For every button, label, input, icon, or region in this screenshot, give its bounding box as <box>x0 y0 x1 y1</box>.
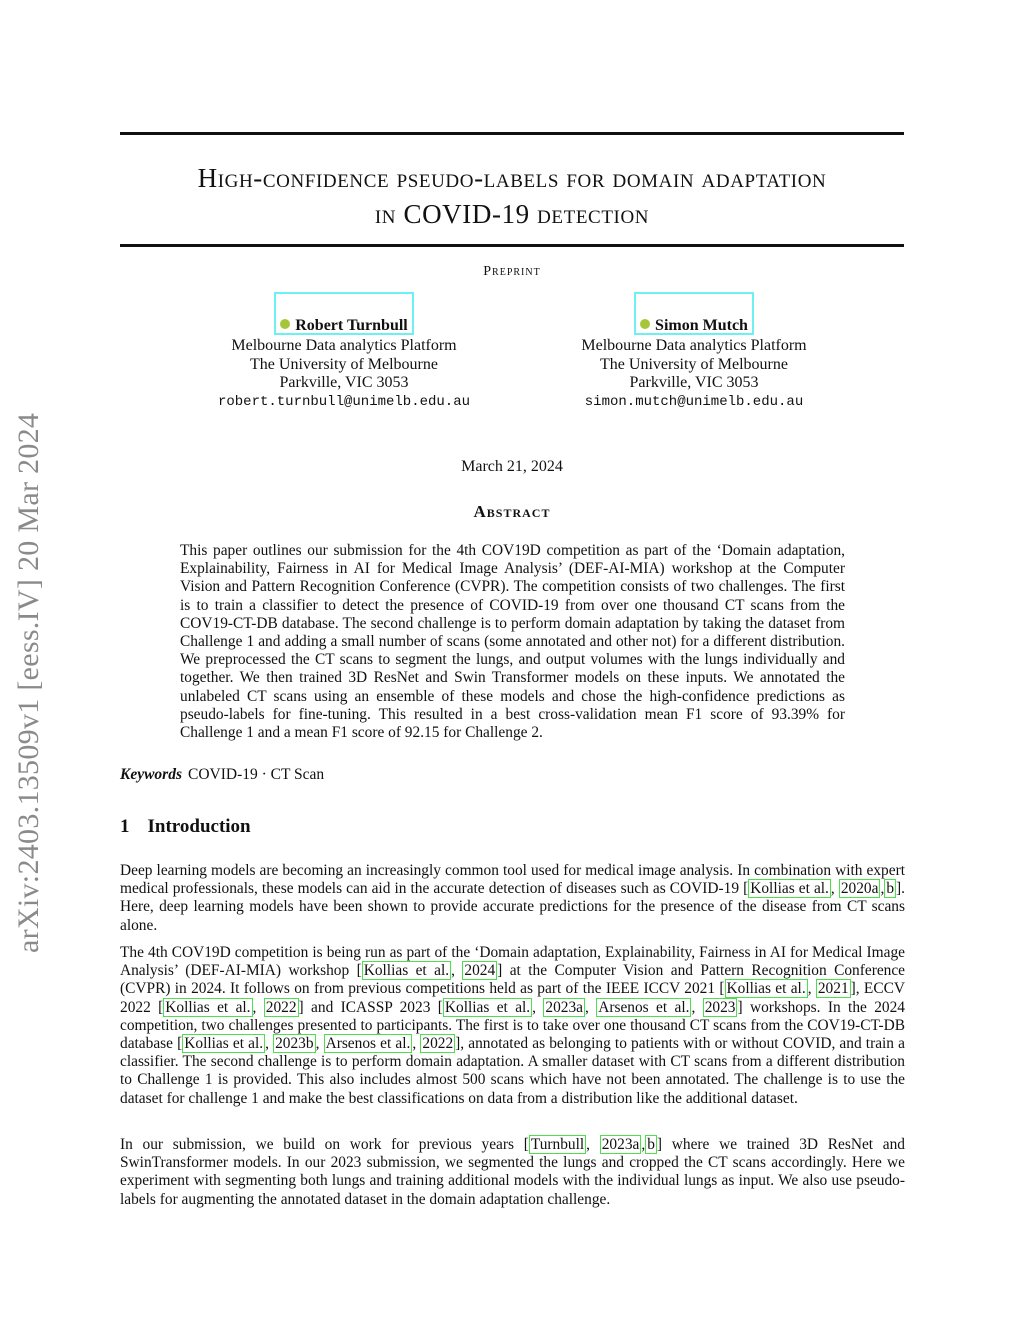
citation-link[interactable]: 2020a <box>840 880 879 898</box>
intro-paragraph-1 <box>120 862 905 935</box>
keywords-label: Keywords <box>120 766 182 783</box>
paper-title <box>120 160 904 232</box>
citation-link[interactable]: 2021 <box>817 980 849 998</box>
title-line-1: High-confidence pseudo-labels for domain adaptation <box>197 163 827 193</box>
abstract-text: This paper outlines our submission for the 4th COV19D competition as part of the ‘Domain adaptation, Explainability, Fairness in AI for Medical Image Analysis’ (DEF-AI-MIA) workshop at the Computer Vision and Pattern Recognition Conference (CVPR). The competition consists of two challenges. The first is to train a classifier to detect the presence of COVID-19 from over one thousand CT scans from the COV19-CT-DB database. The second challenge is to perform domain adaptation by taking the dataset from Challenge 1 and adding a small number of scans (some annotated and other not) for a different distribution. We preprocessed the CT scans to segment the lungs, and output volumes with the lungs individually and together. We then trained 3D ResNet and Swin Transformer models on these inputs. We annotated the unlabeled CT scans using an ensemble of these models and chose the high-confidence predictions as pseudo-labels for fine-tuning. This resulted in a best cross-validation mean F1 score of 93.39% for Challenge 1 and a mean F1 score of 92.15 for Challenge 2. <box>180 542 845 742</box>
title-rule-bottom <box>120 244 904 247</box>
citation-link[interactable]: 2023a <box>601 1136 640 1153</box>
paragraph-text: ], ECCV 2022 [ <box>120 980 905 1016</box>
citation-link[interactable]: Turnbull <box>530 1136 585 1153</box>
citation-link[interactable]: Kollias et al. <box>444 998 531 1016</box>
paragraph-text: , <box>830 880 839 898</box>
paragraph-text: ], annotated as belonging to patients with or without COVID, and train a classifier. The second challenge is to perform domain adaptation. A smaller dataset with CT scans from a different distribution to Challenge 1 is provided. This also includes almost 500 scans which have not been annotated. The challenge is to use the dataset for challenge 1 and make the best classifications on data from a distribution like the additional dataset. <box>120 1035 905 1107</box>
paragraph-text: , <box>880 880 885 898</box>
paragraph-text: , <box>807 980 816 998</box>
citation-link[interactable]: 2023b <box>275 1035 314 1053</box>
intro-paragraph-3 <box>120 1136 905 1209</box>
paragraph-text: ] workshops. In the 2024 competition, two challenges presented to participants. The first is to take over one thousand CT scans from the COV19-CT-DB database [ <box>120 998 906 1053</box>
author-affiliation: Melbourne Data analytics Platform <box>581 337 807 354</box>
paragraph-text: , <box>532 998 544 1016</box>
paragraph-text: ] at the Computer Vision and Pattern Recognition Conference (CVPR) in 2024. It follows on from previous competitions held as part of the IEEE ICCV 2021 [ <box>120 962 906 998</box>
citation-link[interactable]: Kollias et al. <box>184 1035 264 1053</box>
citation-link[interactable]: Kollias et al. <box>726 980 806 998</box>
paragraph-text: In our submission, we build on work for previous years [ <box>120 1136 529 1153</box>
citation-link[interactable]: 2023 <box>704 998 736 1016</box>
citation-link[interactable]: Arsenos et al. <box>325 1035 411 1053</box>
section-title: Introduction <box>147 816 251 837</box>
abstract-heading: Abstract <box>473 502 551 521</box>
author-email[interactable]: robert.turnbull@unimelb.edu.au <box>217 393 471 410</box>
author-name-link[interactable] <box>274 292 414 335</box>
citation-link[interactable]: b <box>886 880 895 898</box>
author-name-text: Simon Mutch <box>655 317 748 334</box>
citation-link[interactable]: b <box>647 1136 655 1153</box>
citation-link[interactable]: 2022 <box>422 1035 454 1053</box>
author-email[interactable]: simon.mutch@unimelb.edu.au <box>584 393 804 410</box>
citation-link[interactable]: Kollias et al. <box>750 880 829 898</box>
author-institution: The University of Melbourne <box>600 355 788 373</box>
paragraph-text: , <box>315 1035 324 1053</box>
citation-link[interactable]: Kollias et al. <box>165 998 251 1016</box>
paragraph-text: The 4th COV19D competition is being run as part of the ‘Domain adaptation, Explainability, Fairness in AI for Medical Image Analysis’ (DEF-AI-MIA) workshop [ <box>120 944 905 980</box>
citation-link[interactable]: Kollias et al. <box>363 962 450 980</box>
section-heading-introduction <box>120 816 251 838</box>
paragraph-text: , <box>586 1136 600 1153</box>
paragraph-text: Deep learning models are becoming an increasingly common tool used for medical image analysis. In combination with expert medical professionals, these models can aid in the accurate detection of diseases such as COVID-19 [ <box>120 862 905 898</box>
paragraph-text: , <box>265 1035 274 1053</box>
arxiv-identifier-stamp: arXiv:2403.13509v1 [eess.IV] 20 Mar 2024 <box>12 412 45 953</box>
intro-paragraph-2 <box>120 944 905 1108</box>
author-name-link[interactable] <box>634 292 754 335</box>
paragraph-text: , <box>451 962 463 980</box>
paragraph-text: , <box>691 998 703 1016</box>
author-address: Parkville, VIC 3053 <box>279 374 409 391</box>
citation-link[interactable]: Arsenos et al. <box>598 998 690 1016</box>
citation-link[interactable]: 2023a <box>545 998 583 1016</box>
publication-date: March 21, 2024 <box>461 458 563 475</box>
citation-link[interactable]: 2024 <box>464 962 496 980</box>
section-number: 1 <box>120 816 130 837</box>
citation-link[interactable]: 2022 <box>265 998 297 1016</box>
paragraph-text: ] where we trained 3D ResNet and SwinTransformer models. In our 2023 submission, we segmented the lungs and cropped the CT scans accordingly. Here we experiment with segmenting both lungs and training additional models with the individual lungs as input. We also use pseudo-labels for augmenting the annotated dataset in the domain adaptation challenge. <box>120 1136 905 1208</box>
author-block-2 <box>534 317 854 411</box>
author-address: Parkville, VIC 3053 <box>629 374 759 391</box>
paragraph-text: , <box>641 1136 646 1153</box>
paragraph-text: , <box>412 1035 421 1053</box>
paragraph-text: , <box>252 998 264 1016</box>
title-rule-top <box>120 132 904 135</box>
paragraph-text: ] and ICASSP 2023 [ <box>298 998 443 1016</box>
author-affiliation: Melbourne Data analytics Platform <box>231 337 457 354</box>
paragraph-text: , <box>585 998 597 1016</box>
author-institution: The University of Melbourne <box>250 355 438 373</box>
keywords-line <box>120 766 324 784</box>
keywords-value: COVID-19 · CT Scan <box>188 766 325 783</box>
title-line-2: in COVID-19 detection <box>374 199 650 229</box>
preprint-label: Preprint <box>483 264 541 279</box>
author-block-1 <box>184 317 504 411</box>
paragraph-text: ]. Here, deep learning models have been shown to provide accurate predictions for the presence of the disease from CT scans alone. <box>120 880 905 934</box>
author-name-text: Robert Turnbull <box>295 317 408 334</box>
